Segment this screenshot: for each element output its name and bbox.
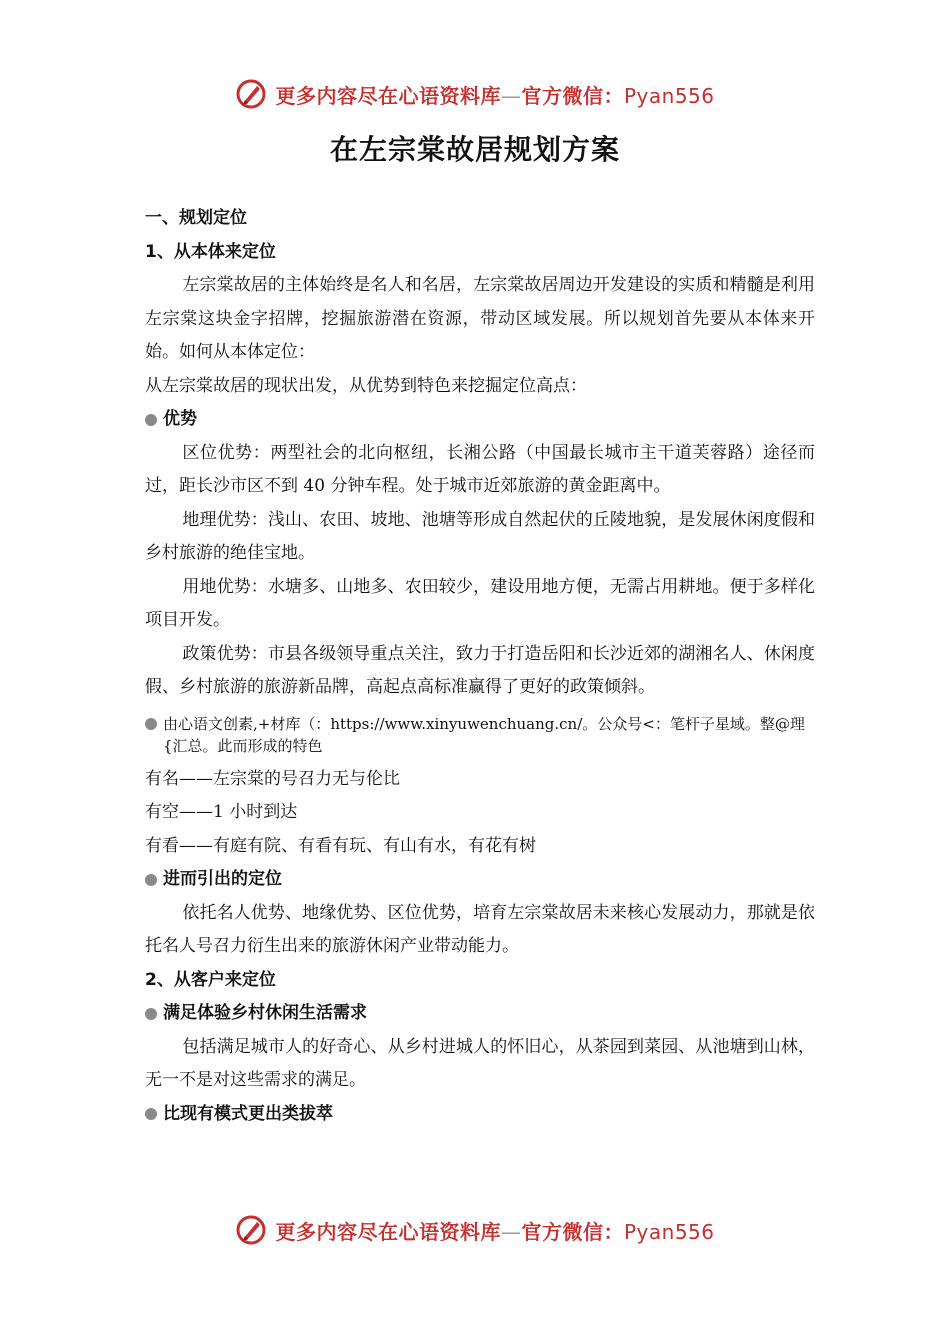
bullet-heading: 优势 (145, 403, 815, 437)
list-line: 有看——有庭有院、有看有玩、有山有水，有花有树 (145, 835, 536, 856)
paragraph: 左宗棠故居的主体始终是名人和名居，左宗棠故居周边开发建设的实质和精髓是利用左宗棠这块金字招牌，挖掘旅游潜在资源，带动区域发展。所以规划首先要从本体来开始。如何从本体定位： (145, 275, 815, 362)
document-title: 在左宗棠故居规划方案 (329, 133, 620, 166)
paragraph: 区位优势：两型社会的北向枢纽，长湘公路（中国最长城市主干道芙蓉路）途径而过，距长沙市区不到 40 分钟车程。处于城市近郊旅游的黄金距离中。 (145, 442, 815, 496)
bullet-heading: 进而引出的定位 (145, 863, 815, 897)
banner-text: 更多内容尽在心语资料库—官方微信：Pyan556 (275, 83, 715, 108)
paragraph: 依托名人优势、地缘优势、区位优势，培育左宗棠故居未来核心发展动力，那就是依托名人号召力衍生出来的旅游休闲产业带动能力。 (145, 902, 815, 956)
paragraph: 地理优势：浅山、农田、坡地、池塘等形成自然起伏的丘陵地貌，是发展休闲度假和乡村旅游的绝佳宝地。 (145, 509, 815, 563)
bullet-icon (145, 874, 157, 886)
paragraph: 政策优势：市县各级领导重点关注，致力于打造岳阳和长沙近郊的湖湘名人、休闲度假、乡村旅游的旅游新品牌，高起点高标准赢得了更好的政策倾斜。 (145, 643, 815, 697)
pen-logo-icon (235, 78, 267, 110)
bullet-icon (145, 1108, 157, 1120)
paragraph: 从左宗棠故居的现状出发，从优势到特色来挖掘定位高点： (145, 375, 587, 396)
bullet-heading: 比现有模式更出类拔萃 (145, 1098, 815, 1132)
watermark-note: 由心语文创素,+材库（：https://www.xinyuwenchuang.cn/。公众号<：笔杆子星域。整@理{汇总。此而形成的特色 (145, 713, 815, 757)
document-body (145, 202, 815, 1131)
paragraph: 包括满足城市人的好奇心、从乡村进城人的怀旧心，从茶园到菜园、从池塘到山林，无一不是对这些需求的满足。 (145, 1036, 815, 1090)
bullet-icon (145, 1008, 157, 1020)
list-line: 有名——左宗棠的号召力无与伦比 (145, 768, 400, 789)
subsection-heading: 2、从客户来定位 (145, 969, 276, 990)
banner-text: 更多内容尽在心语资料库—官方微信：Pyan556 (275, 1219, 715, 1244)
paragraph: 用地优势：水塘多、山地多、农田较少，建设用地方便，无需占用耕地。便于多样化项目开发。 (145, 576, 815, 630)
list-line: 有空——1 小时到达 (145, 802, 298, 822)
bullet-icon (145, 718, 157, 730)
footer-banner (0, 1208, 950, 1252)
bullet-icon (145, 414, 157, 426)
bullet-heading: 满足体验乡村休闲生活需求 (145, 997, 815, 1031)
section-heading: 一、规划定位 (145, 208, 247, 228)
header-banner (0, 72, 950, 116)
pen-logo-icon (235, 1214, 267, 1246)
subsection-heading: 1、从本体来定位 (145, 241, 276, 262)
